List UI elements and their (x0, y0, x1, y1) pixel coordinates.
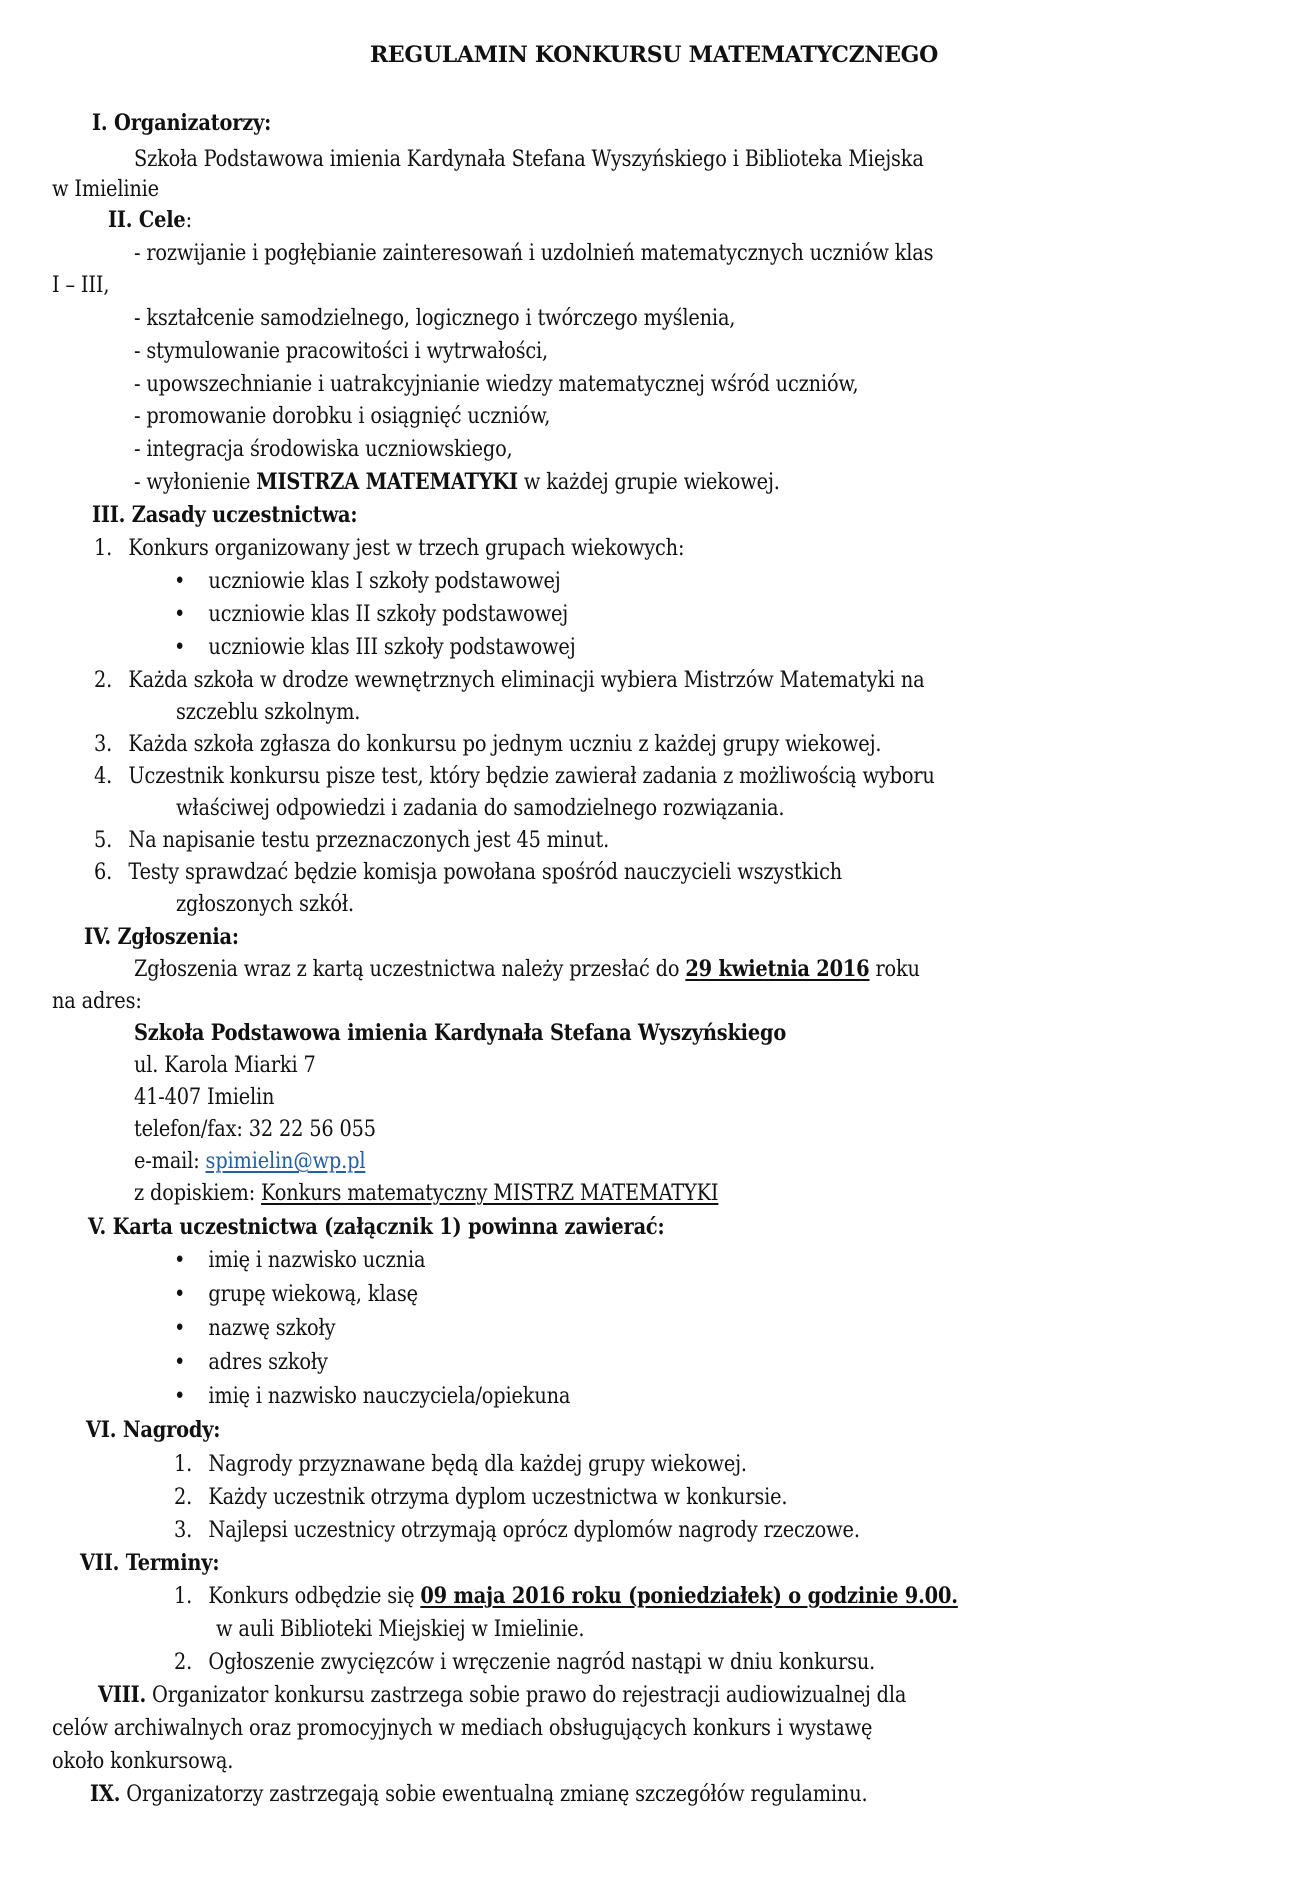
prize-number: 1. (174, 1451, 193, 1477)
section-recording (98, 1680, 906, 1710)
rule-number: 6. (94, 859, 113, 885)
applications-text-prefix: Zgłoszenia wraz z kartą uczestnictwa należy przesłać do (134, 956, 686, 982)
section-heading-rules: III. Zasady uczestnictwa: (92, 502, 358, 528)
prize-number: 3. (174, 1517, 193, 1543)
entry-form-item (174, 1313, 335, 1343)
rule-item (94, 533, 684, 563)
bullet-icon: • (174, 634, 186, 660)
date-text-prefix: Konkurs odbędzie się (208, 1583, 421, 1609)
entry-form-text: grupę wiekową, klasę (208, 1281, 418, 1307)
goal-item-cont: I – III, (52, 272, 110, 298)
address-phone: telefon/fax: 32 22 56 055 (134, 1116, 376, 1142)
rule-number: 3. (94, 731, 113, 757)
recording-text-cont: około konkursową. (52, 1748, 234, 1774)
entry-form-item (174, 1381, 570, 1411)
prize-item (174, 1449, 747, 1479)
rule-item (94, 857, 842, 887)
prize-item (174, 1482, 787, 1512)
goals-heading-text: II. Cele (108, 207, 186, 233)
section-heading-goals (108, 205, 192, 235)
age-group-text: uczniowie klas III szkoły podstawowej (208, 634, 576, 660)
rule-number: 4. (94, 763, 113, 789)
bullet-icon: • (174, 1349, 186, 1375)
rule-item-cont: zgłoszonych szkół. (176, 891, 354, 917)
section-heading-prizes: VI. Nagrody: (86, 1417, 221, 1443)
changes-text: Organizatorzy zastrzegają sobie ewentualną zmianę szczegółów regulaminu. (120, 1781, 868, 1807)
entry-form-text: adres szkoły (208, 1349, 328, 1375)
goal-item: - stymulowanie pracowitości i wytrwałości, (134, 338, 549, 364)
recording-text: Organizator konkursu zastrzega sobie prawo do rejestracji audiowizualnej dla (146, 1682, 907, 1708)
age-group-item (174, 566, 561, 596)
bullet-icon: • (174, 1383, 186, 1409)
prize-text: Nagrody przyznawane będą dla każdej grupy wiekowej. (208, 1451, 747, 1477)
date-item-cont: w auli Biblioteki Miejskiej w Imielinie. (216, 1616, 585, 1642)
rule-item (94, 665, 925, 695)
rule-number: 2. (94, 667, 113, 693)
section-heading-applications: IV. Zgłoszenia: (84, 924, 239, 950)
prize-text: Każdy uczestnik otrzyma dyplom uczestnictwa w konkursie. (208, 1484, 788, 1510)
entry-form-text: imię i nazwisko ucznia (208, 1247, 426, 1273)
email-label: e-mail: (134, 1148, 206, 1174)
goal-item: - kształcenie samodzielnego, logicznego i twórczego myślenia, (134, 305, 736, 331)
organizers-text-cont: w Imielinie (52, 176, 159, 202)
note-label: z dopiskiem: (134, 1180, 262, 1206)
rule-text: Każda szkoła w drodze wewnętrznych eliminacji wybiera Mistrzów Matematyki na (128, 667, 925, 693)
section-heading-entry-form: V. Karta uczestnictwa (załącznik 1) powinna zawierać: (88, 1214, 665, 1240)
bullet-icon: • (174, 568, 186, 594)
goal-item: - rozwijanie i pogłębianie zainteresowań i uzdolnień matematycznych uczniów klas (134, 240, 934, 266)
rule-item-cont: szczeblu szkolnym. (176, 699, 361, 725)
rule-item-cont: właściwej odpowiedzi i zadania do samodzielnego rozwiązania. (176, 795, 785, 821)
applications-text-suffix: roku (869, 956, 920, 982)
bullet-icon: • (174, 1247, 186, 1273)
address-email-row (134, 1146, 365, 1176)
rule-text: Każda szkoła zgłasza do konkursu po jednym uczniu z każdej grupy wiekowej. (128, 731, 882, 757)
applications-text-cont: na adres: (52, 988, 142, 1014)
date-text: Ogłoszenie zwycięzców i wręczenie nagród nastąpi w dniu konkursu. (208, 1649, 876, 1675)
address-school-name: Szkoła Podstawowa imienia Kardynała Stefana Wyszyńskiego (134, 1020, 787, 1046)
rule-item (94, 729, 881, 759)
date-number: 1. (174, 1583, 193, 1609)
email-link[interactable]: spimielin@wp.pl (205, 1148, 366, 1174)
address-note-row (134, 1178, 718, 1208)
rule-text: Na napisanie testu przeznaczonych jest 45 minut. (128, 827, 610, 853)
recording-heading: VIII. (98, 1682, 147, 1708)
prize-number: 2. (174, 1484, 193, 1510)
goal-last-suffix: w każdej grupie wiekowej. (517, 469, 780, 495)
section-heading-organizers: I. Organizatorzy: (92, 110, 272, 136)
goal-item: - integracja środowiska uczniowskiego, (134, 436, 513, 462)
entry-form-text: imię i nazwisko nauczyciela/opiekuna (208, 1383, 571, 1409)
document-title: REGULAMIN KONKURSU MATEMATYCZNEGO (369, 42, 939, 68)
entry-form-item (174, 1279, 418, 1309)
address-street: ul. Karola Miarki 7 (134, 1052, 316, 1078)
rule-number: 1. (94, 535, 113, 561)
changes-heading: IX. (90, 1781, 121, 1807)
goal-item-last (134, 467, 780, 497)
rule-item (94, 825, 609, 855)
rule-text: Konkurs organizowany jest w trzech grupach wiekowych: (128, 535, 685, 561)
bullet-icon: • (174, 1281, 186, 1307)
date-item (174, 1581, 958, 1611)
note-text: Konkurs matematyczny MISTRZ MATEMATYKI (261, 1180, 719, 1206)
age-group-text: uczniowie klas I szkoły podstawowej (208, 568, 561, 594)
contest-date: 09 maja 2016 roku (poniedziałek) o godzinie 9.00. (420, 1583, 958, 1609)
entry-form-item (174, 1347, 328, 1377)
goal-last-prefix: - wyłonienie (134, 469, 257, 495)
date-item (174, 1647, 875, 1677)
rule-text: Testy sprawdzać będzie komisja powołana spośród nauczycieli wszystkich (128, 859, 843, 885)
prize-item (174, 1515, 860, 1545)
rule-text: Uczestnik konkursu pisze test, który będzie zawierał zadania z możliwością wyboru (128, 763, 935, 789)
entry-form-item (174, 1245, 425, 1275)
application-deadline: 29 kwietnia 2016 (685, 956, 870, 982)
prize-text: Najlepsi uczestnicy otrzymają oprócz dyplomów nagrody rzeczowe. (208, 1517, 860, 1543)
bullet-icon: • (174, 601, 186, 627)
rule-item (94, 761, 935, 791)
organizers-text: Szkoła Podstawowa imienia Kardynała Stefana Wyszyńskiego i Biblioteka Miejska (134, 146, 924, 172)
section-heading-dates: VII. Terminy: (80, 1550, 220, 1576)
entry-form-text: nazwę szkoły (208, 1315, 336, 1341)
recording-text-cont: celów archiwalnych oraz promocyjnych w mediach obsługujących konkurs i wystawę (52, 1715, 873, 1741)
goal-last-bold: MISTRZA MATEMATYKI (256, 469, 518, 495)
goal-item: - promowanie dorobku i osiągnięć uczniów, (134, 403, 551, 429)
age-group-item (174, 599, 568, 629)
date-number: 2. (174, 1649, 193, 1675)
rule-number: 5. (94, 827, 113, 853)
age-group-item (174, 632, 576, 662)
applications-text (134, 954, 920, 984)
goals-heading-colon: : (185, 207, 192, 233)
goal-item: - upowszechnianie i uatrakcyjnianie wiedzy matematycznej wśród uczniów, (134, 371, 859, 397)
age-group-text: uczniowie klas II szkoły podstawowej (208, 601, 569, 627)
bullet-icon: • (174, 1315, 186, 1341)
address-city: 41-407 Imielin (134, 1084, 275, 1110)
section-changes (90, 1779, 868, 1809)
